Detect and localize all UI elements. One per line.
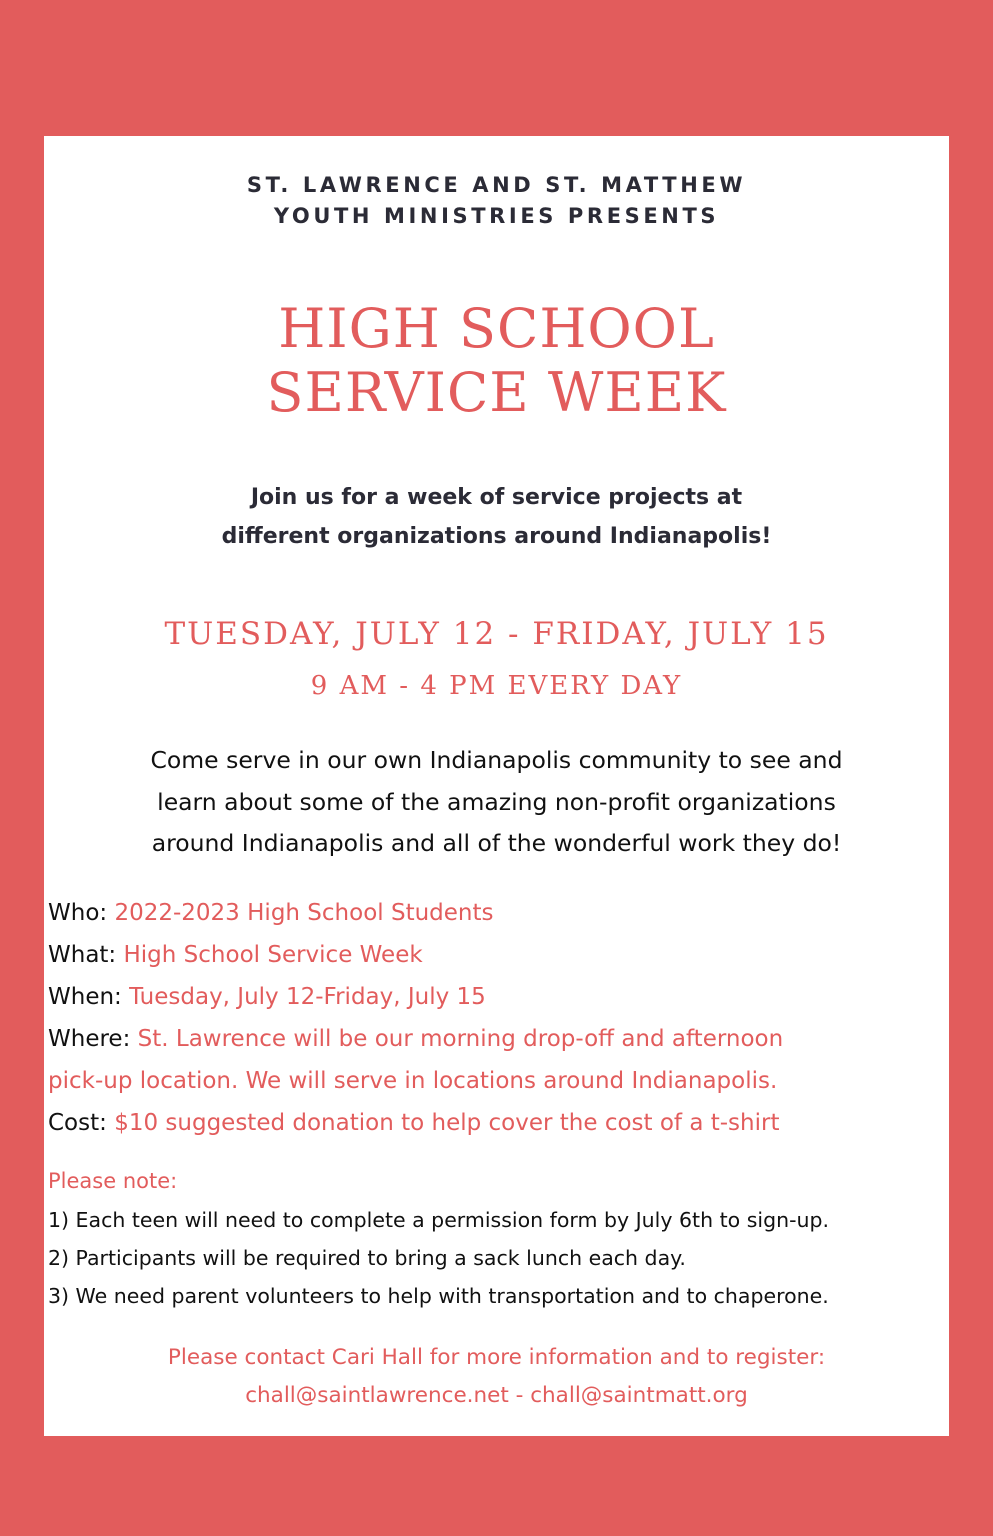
detail-where-continued: [48, 1060, 943, 1102]
note-item-2: 2) Participants will be required to bring a sack lunch each day.: [48, 1246, 686, 1270]
event-dates: TUESDAY, JULY 12 - FRIDAY, JULY 15: [164, 616, 829, 652]
description-line-1: Come serve in our own Indianapolis community to see and: [150, 746, 843, 774]
note-item-1: 1) Each teen will need to complete a permission form by July 6th to sign-up.: [48, 1208, 829, 1232]
intro-line-2: different organizations around Indianapolis!: [221, 524, 772, 549]
detail-what-value: High School Service Week: [123, 942, 423, 968]
description-line-3: around Indianapolis and all of the wonderful work they do!: [151, 829, 842, 857]
detail-cost-label: Cost:: [48, 1110, 107, 1136]
event-title-line-2: SERVICE WEEK: [266, 361, 727, 424]
presenter-line-2: YOUTH MINISTRIES PRESENTS: [273, 204, 720, 228]
detail-where-label: Where:: [48, 1026, 131, 1052]
detail-where-value-2: pick-up location. We will serve in locations around Indianapolis.: [48, 1068, 778, 1094]
event-hours: 9 AM - 4 PM EVERY DAY: [310, 671, 683, 701]
contact-info: [44, 1339, 949, 1415]
intro-line-1: Join us for a week of service projects at: [250, 485, 743, 510]
note-item-3: 3) We need parent volunteers to help with transportation and to chaperone.: [48, 1284, 829, 1308]
event-title: [44, 297, 949, 425]
detail-where: [48, 1018, 943, 1060]
presenter-line-1: ST. LAWRENCE AND ST. MATTHEW: [246, 173, 747, 197]
description: [44, 740, 949, 865]
notes-list: [48, 1201, 948, 1315]
notes-heading: Please note:: [48, 1169, 178, 1193]
detail-when-value: Tuesday, July 12-Friday, July 15: [129, 984, 486, 1010]
detail-what-label: What:: [48, 942, 117, 968]
detail-who: [48, 892, 943, 934]
detail-where-value-1: St. Lawrence will be our morning drop-off and afternoon: [137, 1026, 784, 1052]
contact-emails: chall@saintlawrence.net - chall@saintmatt.org: [245, 1383, 748, 1408]
detail-when-label: When:: [48, 984, 122, 1010]
detail-who-value: 2022-2023 High School Students: [114, 900, 494, 926]
event-details: [48, 892, 943, 1144]
presenter-heading: [44, 170, 949, 232]
detail-when: [48, 976, 943, 1018]
event-title-line-1: HIGH SCHOOL: [278, 297, 715, 360]
detail-what: [48, 934, 943, 976]
detail-cost-value: $10 suggested donation to help cover the cost of a t-shirt: [114, 1110, 780, 1136]
flyer-card: [44, 136, 949, 1436]
description-line-2: learn about some of the amazing non-profit organizations: [157, 787, 836, 816]
detail-who-label: Who:: [48, 900, 108, 926]
detail-cost: [48, 1102, 943, 1144]
contact-line: Please contact Cari Hall for more information and to register:: [167, 1345, 826, 1370]
intro-text: [44, 478, 949, 556]
